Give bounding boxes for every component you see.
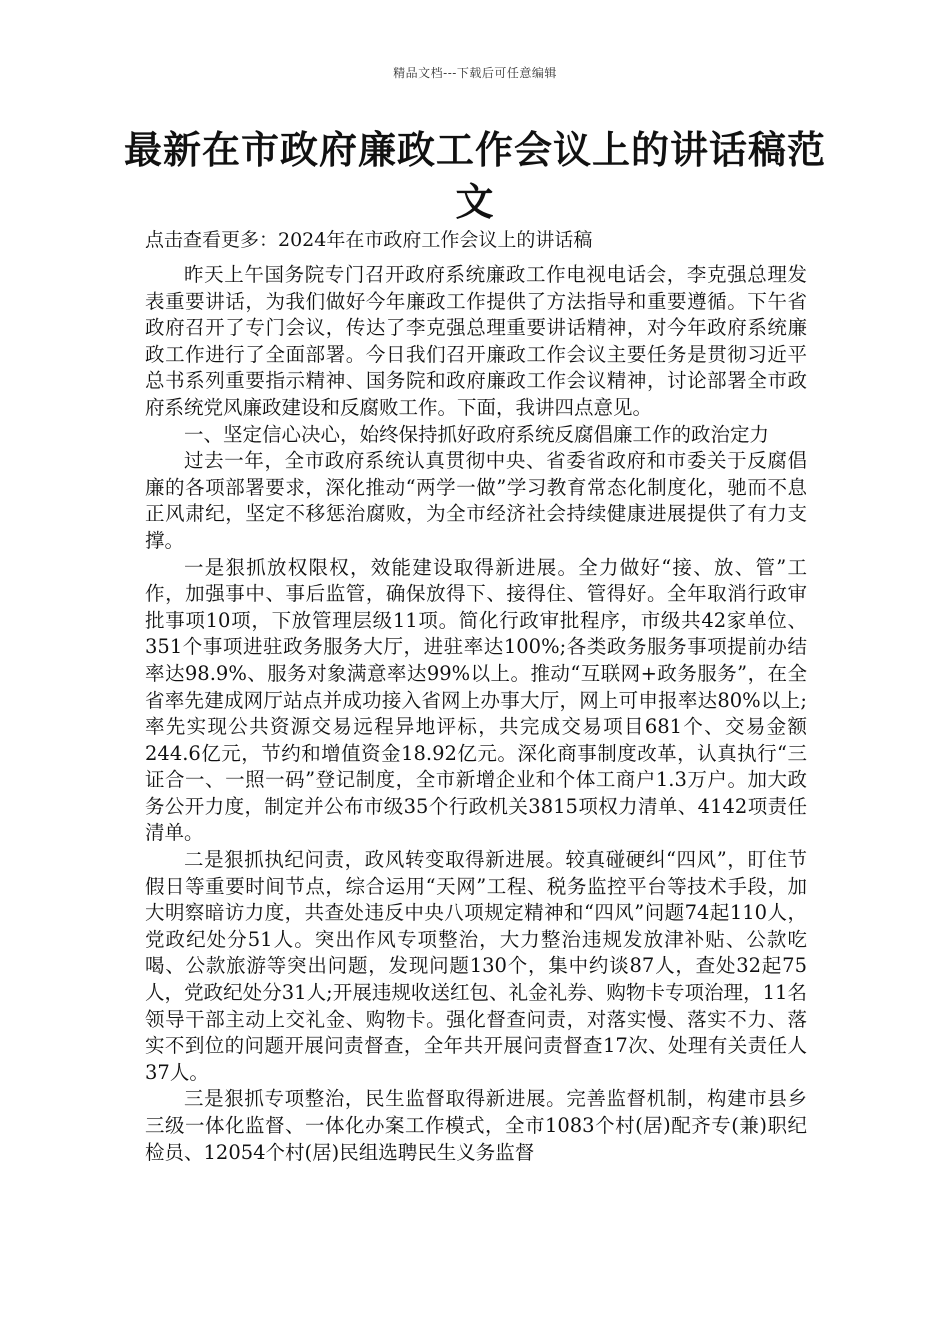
more-link[interactable]: 点击查看更多：2024年在市政府工作会议上的讲话稿 xyxy=(145,229,593,251)
paragraph: 过去一年，全市政府系统认真贯彻中央、省委省政府和市委关于反腐倡廉的各项部署要求，深化推动“两学一做”学习教育常态化制度化，驰而不息正风肃纪，坚定不移惩治腐败，为全市经济社会持续健康进展提供了有力支撑。 xyxy=(145,449,807,552)
header-note: 精品文档---下载后可任意编辑 xyxy=(393,66,557,80)
paragraph: 昨天上午国务院专门召开政府系统廉政工作电视电话会，李克强总理发表重要讲话，为我们做好今年廉政工作提供了方法指导和重要遵循。下午省政府召开了专门会议，传达了李克强总理重要讲话精神，对今年政府系统廉政工作进行了全面部署。今日我们召开廉政工作会议主要任务是贯彻习近平总书系列重要指示精神、国务院和政府廉政工作会议精神，讨论部署全市政府系统党风廉政建设和反腐败工作。下面，我讲四点意见。 xyxy=(145,263,807,419)
section-heading: 一、坚定信心决心，始终保持抓好政府系统反腐倡廉工作的政治定力 xyxy=(184,422,770,446)
paragraph: 三是狠抓专项整治，民生监督取得新进展。完善监督机制，构建市县乡三级一体化监督、一体化办案工作模式，全市1083个村(居)配齐专(兼)职纪检员、12054个村(居)民组选聘民生义务监督 xyxy=(145,1087,807,1164)
document-title: 最新在市政府廉政工作会议上的讲话稿范文 xyxy=(123,128,826,224)
document-body xyxy=(145,262,807,1166)
paragraph: 一是狠抓放权限权，效能建设取得新进展。全力做好“接、放、管”工作，加强事中、事后监管，确保放得下、接得住、管得好。全年取消行政审批事项10项，下放管理层级11项。简化行政审批程序，市级共42家单位、351个事项进驻政务服务大厅，进驻率达100%;各类政务服务事项提前办结率达98.9%、服务对象满意率达99%以上。推动“互联网+政务服务”，在全省率先建成网厅站点并成功接入省网上办事大厅，网上可申报率达80%以上;率先实现公共资源交易远程异地评标，共完成交易项目681个、交易金额244.6亿元，节约和增值资金18.92亿元。深化商事制度改革，认真执行“三证合一、一照一码”登记制度，全市新增企业和个体工商户1.3万户。加大政务公开力度，制定并公布市级35个行政机关3815项权力清单、4142项责任清单。 xyxy=(145,555,807,845)
paragraph: 二是狠抓执纪问责，政风转变取得新进展。较真碰硬纠“四风”，盯住节假日等重要时间节点，综合运用“天网”工程、税务监控平台等技术手段，加大明察暗访力度，共查处违反中央八项规定精神和“四风”问题74起110人，党政纪处分51人。突出作风专项整治，大力整治违规发放津补贴、公款吃喝、公款旅游等突出问题，发现问题130个，集中约谈87人，查处32起75人，党政纪处分31人;开展违规收送红包、礼金礼券、购物卡专项治理，11名领导干部主动上交礼金、购物卡。强化督查问责，对落实慢、落实不力、落实不到位的问题开展问责督查，全年共开展问责督查17次、处理有关责任人37人。 xyxy=(145,848,807,1084)
